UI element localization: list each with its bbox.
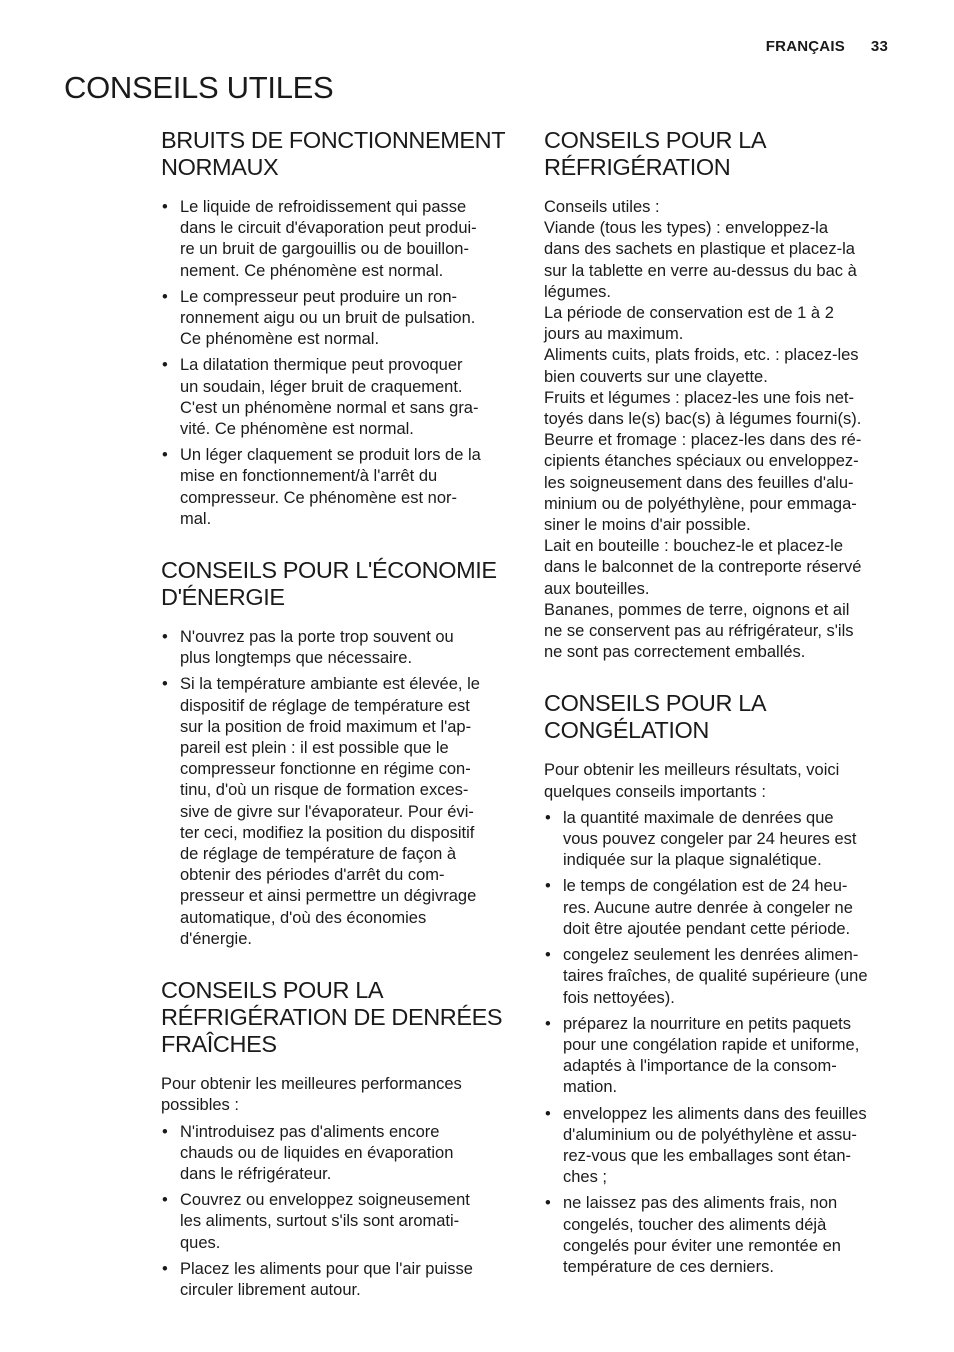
bullet-list: [161, 197, 517, 530]
page-title: CONSEILS UTILES: [64, 70, 334, 105]
list-item: • Si la température ambiante est élevée, le dispositif de réglage de température est sur la position de froid maximum et l'ap- pareil est plein : il est possible que le compresseur fonctionne en régime con- tinu, d'où un risque de formation exces- sive de givre sur l'évaporateur. Pour évi- ter ceci, modifiez la position du dispositif de réglage de température de façon à obtenir des périodes d'arrêt du com- presseur et ainsi permettre un dégivrage automatique, d'où des économies d'énergie.: [161, 674, 517, 950]
bullet-list: [161, 1122, 517, 1302]
section-heading: CONSEILS POUR LA RÉFRIGÉRATION: [544, 127, 767, 180]
section: [161, 127, 517, 530]
right-column: [544, 127, 900, 1305]
section-heading: CONSEILS POUR LA RÉFRIGÉRATION DE DENRÉES FRAÎCHES: [161, 977, 503, 1058]
section-heading: BRUITS DE FONCTIONNEMENT NORMAUX: [161, 127, 506, 180]
list-item: • La dilatation thermique peut provoquer un soudain, léger bruit de craquement. C'est un phénomène normal et sans gra- vité. Ce phénomène est normal.: [161, 355, 517, 440]
section: [161, 557, 517, 950]
section-intro: Pour obtenir les meilleures performances possibles :: [161, 1075, 462, 1115]
section-heading: CONSEILS POUR LA CONGÉLATION: [544, 690, 767, 744]
bullet-list: [161, 627, 517, 950]
list-item: • la quantité maximale de denrées que vous pouvez congeler par 24 heures est indiquée sur la plaque signalétique.: [544, 808, 900, 872]
language-label: FRANÇAIS: [765, 38, 845, 55]
list-item: • Le liquide de refroidissement qui passe dans le circuit d'évaporation peut produi- re un bruit de gargouillis ou de bouillon- nement. Ce phénomène est normal.: [161, 197, 517, 282]
section: [161, 977, 517, 1301]
section: [544, 127, 900, 663]
list-item: • le temps de congélation est de 24 heu- res. Aucune autre denrée à congeler ne doit être ajoutée pendant cette période.: [544, 876, 900, 940]
page-header: [766, 38, 888, 55]
list-item: • Placez les aliments pour que l'air puisse circuler librement autour.: [161, 1259, 517, 1301]
section-intro: Pour obtenir les meilleurs résultats, voici quelques conseils importants :: [544, 761, 840, 801]
list-item: • congelez seulement les denrées alimen- taires fraîches, de qualité supérieure (une fois nettoyées).: [544, 945, 900, 1009]
list-item: • Le compresseur peut produire un ron- ronnement aigu ou un bruit de pulsation. Ce phénomène est normal.: [161, 287, 517, 351]
left-column: [161, 127, 517, 1328]
list-item: • N'ouvrez pas la porte trop souvent ou plus longtemps que nécessaire.: [161, 627, 517, 669]
page-number: 33: [870, 38, 888, 55]
list-item: • Un léger claquement se produit lors de la mise en fonctionnement/à l'arrêt du compresseur. Ce phénomène est nor- mal.: [161, 445, 517, 530]
section-heading: CONSEILS POUR L'ÉCONOMIE D'ÉNERGIE: [161, 557, 497, 611]
list-item: • N'introduisez pas d'aliments encore chauds ou de liquides en évaporation dans le réfrigérateur.: [161, 1122, 517, 1186]
list-item: • Couvrez ou enveloppez soigneusement les aliments, surtout s'ils sont aromati- ques.: [161, 1190, 517, 1254]
list-item: • ne laissez pas des aliments frais, non congelés, toucher des aliments déjà congelés pour éviter une remontée en température de ces derniers.: [544, 1193, 900, 1278]
section-text: Conseils utiles : Viande (tous les types) : enveloppez-la dans des sachets en plastique et placez-la sur la tablette en verre au-dessus du bac à légumes. La période de conservation est de 1 à 2 jours au maximum. Aliments cuits, plats froids, etc. : placez-les bien couverts sur une clayette. Fruits et légumes : placez-les une fois net- toyés dans le(s) bac(s) à légumes fourni(s). Beurre et fromage : placez-les dans des ré- cipients étanches spéciaux ou enveloppez- les soigneusement dans des feuilles d'alu- minium ou de polyéthylène, pour emmaga- siner le moins d'air possible. Lait en bouteille : bouchez-le et placez-le dans le balconnet de la contreporte réservé aux bouteilles. Bananes, pommes de terre, oignons et ail ne se conservent pas au réfrigérateur, s'ils ne sont pas correctement emballés.: [544, 198, 862, 662]
list-item: • enveloppez les aliments dans des feuilles d'aluminium ou de polyéthylène et assu- rez-vous que les emballages sont étan- ches ;: [544, 1104, 900, 1189]
list-item: • préparez la nourriture en petits paquets pour une congélation rapide et uniforme, adaptés à l'importance de la consom- mation.: [544, 1014, 900, 1099]
section: [544, 690, 900, 1278]
bullet-list: [544, 808, 900, 1278]
